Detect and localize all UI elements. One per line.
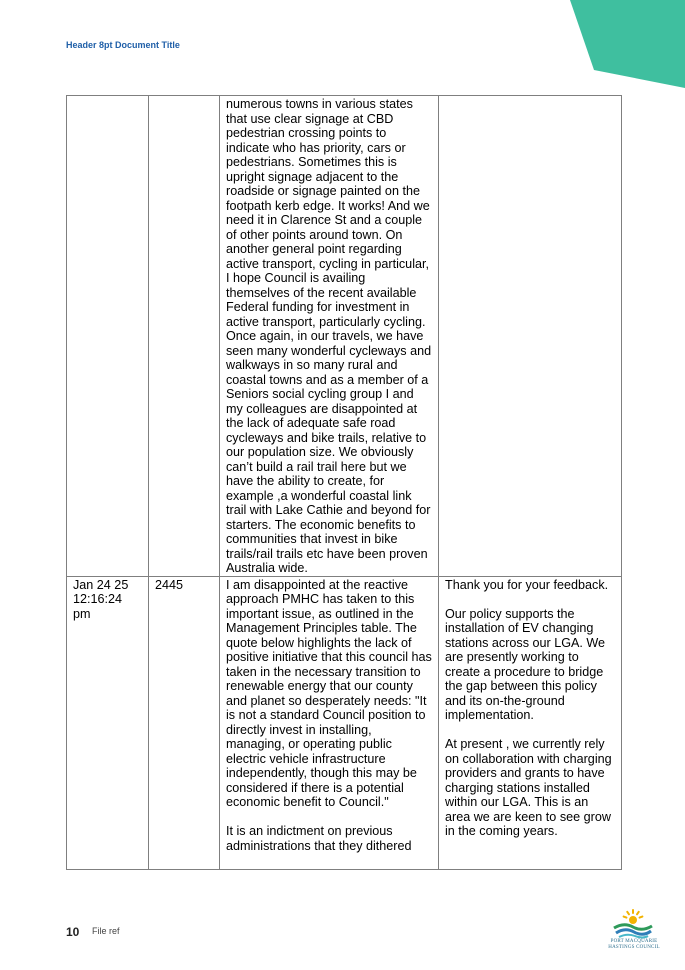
response-cell <box>439 96 622 577</box>
comment-paragraph: It is an indictment on previous administrations that they dithered <box>226 824 412 853</box>
response-paragraph: Our policy supports the installation of EV changing stations across our LGA. We are presently working to create a procedure to bridge the gap between this policy and its on-the-ground implementation. <box>445 606 606 722</box>
table-row <box>67 576 622 869</box>
response-paragraph: Thank you for your feedback. <box>445 577 609 592</box>
feedback-table <box>66 95 622 870</box>
logo-text-line: HASTINGS COUNCIL <box>608 945 660 950</box>
id-cell: 2445 <box>149 576 220 869</box>
logo-text-line: PORT MACQUARIE <box>610 939 658 944</box>
date-cell: Jan 24 25 12:16:24 pm <box>67 576 149 869</box>
page-number: 10 <box>66 925 80 939</box>
logo-wordmark <box>604 939 664 951</box>
table-row <box>67 96 622 577</box>
id-cell <box>149 96 220 577</box>
comment-cell <box>220 576 439 869</box>
response-cell <box>439 576 622 869</box>
date-cell <box>67 96 149 577</box>
response-paragraph: At present , we currently rely on collaboration with charging providers and grants to have charging stations installed within our LGA. This is an area we are keen to see grow in the coming years. <box>445 737 612 838</box>
comment-paragraph: I am disappointed at the reactive approach PMHC has taken to this important issue, as outlined in the Management Principles table. The quote below highlights the lack of positive initiative that this council has taken in the necessary transition to renewable energy that our county and planet so desperately needs: "It is not a standard Council position to directly invest in installing, managing, or operating public electric vehicle infrastructure independently, though this may be considered if there is a potential economic benefit to Council." <box>226 577 432 809</box>
document-title: Header 8pt Document Title <box>66 40 180 50</box>
comment-cell: numerous towns in various states that use clear signage at CBD pedestrian crossing points to indicate who has priority, cars or pedestrians. Sometimes this is upright signage adjacent to the roadside or signage painted on the footpath kerb edge. It works! And we need it in Clarence St and a couple of other points around town. On another general point regarding active transport, cycling in particular, I hope Council is availing themselves of the recent available Federal funding for investment in active transport, particularly cycling. Once again, in our travels, we have seen many wonderful cycleways and walkways in so many rural and coastal towns and as a member of a Seniors social cycling group I and my colleagues are disappointed at the lack of adequate safe road cycleways and bike trails, relative to our population size. We obviously can’t build a rail trail here but we have the ability to create, for example ,a wonderful coastal link trail with Lake Cathie and beyond for starters. The economic benefits to communities that invest in bike trails/rail trails etc have been proven Australia wide. <box>220 96 439 577</box>
file-ref: File ref <box>92 926 120 936</box>
